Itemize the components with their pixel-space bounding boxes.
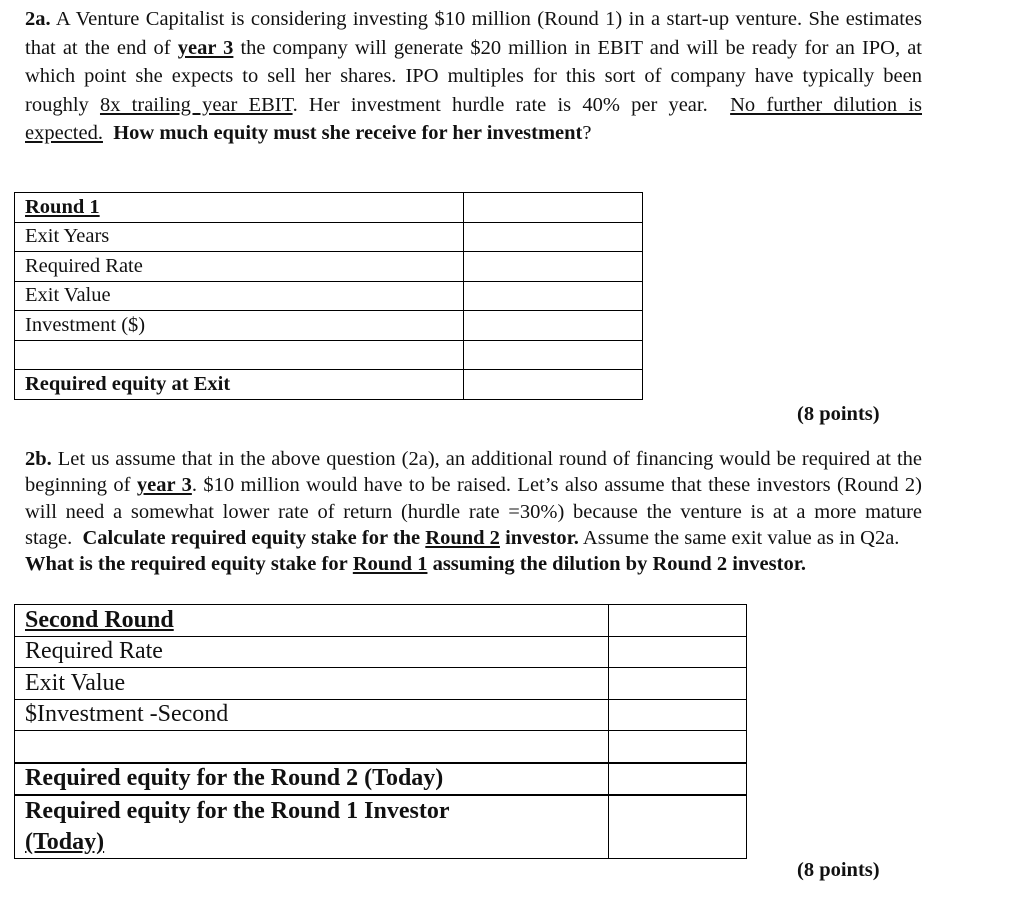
investment-label: Investment ($) <box>15 311 464 341</box>
round1-table <box>14 192 643 400</box>
required-rate-label: Required Rate <box>15 636 609 668</box>
question-2a <box>25 5 922 148</box>
required-equity-round1-label: Required equity for the Round 1 Investor <box>25 798 450 824</box>
exit-value-label: Exit Value <box>15 668 609 700</box>
table-row <box>15 795 747 859</box>
points-2a: (8 points) <box>797 403 880 425</box>
question-2b-what-2: assuming the dilution by Round 2 investor. <box>432 553 807 576</box>
round1-header: Round 1 <box>25 195 100 218</box>
required-equity-round2-label: Required equity for the Round 2 (Today) <box>25 765 444 792</box>
answer-cell[interactable] <box>609 763 747 796</box>
answer-cell[interactable] <box>463 370 642 400</box>
required-equity-round2-cell <box>15 763 609 796</box>
table-row <box>15 668 747 700</box>
answer-cell[interactable] <box>609 668 747 700</box>
table-row <box>15 763 747 796</box>
question-2b-calc: Calculate required equity stake for the <box>82 526 421 549</box>
answer-cell[interactable] <box>463 222 642 252</box>
answer-cell[interactable] <box>463 340 642 370</box>
exit-value-label: Exit Value <box>15 281 464 311</box>
question-2b-label: 2b. <box>25 448 52 470</box>
question-2a-label: 2a. <box>25 8 51 30</box>
answer-cell[interactable] <box>609 731 747 763</box>
table-row <box>15 370 643 400</box>
exit-years-label: Exit Years <box>15 222 464 252</box>
question-2a-text-2: the company will generate $20 million in EBIT and will be ready for an IPO, at which point she expects to sell her shares. IPO multiples for this sort of company have typically been roughly <box>25 36 922 116</box>
question-2b-investor: investor. <box>505 526 579 549</box>
question-2b-round2: Round 2 <box>425 526 500 549</box>
second-round-table <box>14 604 747 859</box>
question-2b <box>25 446 922 577</box>
second-round-header-cell <box>15 605 609 637</box>
question-2a-question: How much equity must she receive for her investment <box>113 122 583 145</box>
question-2b-text-2: . $10 million would have to be raised. Let’s also assume that these investors (Round 2) will need a somewhat lower rate of return (hurdle rate =30%) because the venture is at a more mature stage. <box>25 474 923 549</box>
question-2a-text-1: A Venture Capitalist is considering investing $10 million (Round 1) in a start-up venture. She estimates that at the end of <box>25 8 922 59</box>
question-2a-question-mark: ? <box>582 122 592 145</box>
table-row <box>15 636 747 668</box>
table-row <box>15 605 747 637</box>
table-row <box>15 252 643 282</box>
table-row <box>15 731 747 763</box>
answer-cell[interactable] <box>463 193 642 223</box>
required-equity-at-exit-cell <box>15 370 464 400</box>
question-2a-multiple: 8x trailing year EBIT <box>99 93 293 116</box>
answer-cell[interactable] <box>609 795 747 859</box>
table-row <box>15 340 643 370</box>
table-row <box>15 311 643 341</box>
question-2b-year3: year 3 <box>136 474 192 497</box>
answer-cell[interactable] <box>609 605 747 637</box>
required-equity-round1-cell <box>15 795 609 859</box>
blank-label-cell <box>15 340 464 370</box>
question-2a-no-dilution: No further dilution is expected. <box>25 93 922 145</box>
points-2b: (8 points) <box>797 859 880 881</box>
answer-cell[interactable] <box>463 311 642 341</box>
answer-cell[interactable] <box>609 699 747 731</box>
round1-header-cell <box>15 193 464 223</box>
required-equity-round1-today: (Today) <box>25 829 105 855</box>
answer-cell[interactable] <box>463 281 642 311</box>
table-row <box>15 281 643 311</box>
question-2a-text-3: . Her investment hurdle rate is 40% per year. <box>292 93 708 116</box>
table-row <box>15 699 747 731</box>
required-rate-label: Required Rate <box>15 252 464 282</box>
table-row <box>15 193 643 223</box>
question-2a-year3: year 3 <box>177 36 234 59</box>
investment-second-label: $Investment -Second <box>15 699 609 731</box>
answer-cell[interactable] <box>609 636 747 668</box>
question-2b-text-1: Let us assume that in the above question (2a), an additional round of financing would be required at the beginning of <box>25 448 922 497</box>
question-2b-what-1: What is the required equity stake for <box>25 553 348 576</box>
second-round-header: Second Round <box>25 606 174 633</box>
answer-cell[interactable] <box>463 252 642 282</box>
blank-label-cell <box>15 731 609 763</box>
question-2b-text-3: Assume the same exit value as in Q2a. <box>582 526 900 549</box>
required-equity-at-exit-label: Required equity at Exit <box>25 372 231 395</box>
question-2b-round1: Round 1 <box>352 553 428 576</box>
table-row <box>15 222 643 252</box>
